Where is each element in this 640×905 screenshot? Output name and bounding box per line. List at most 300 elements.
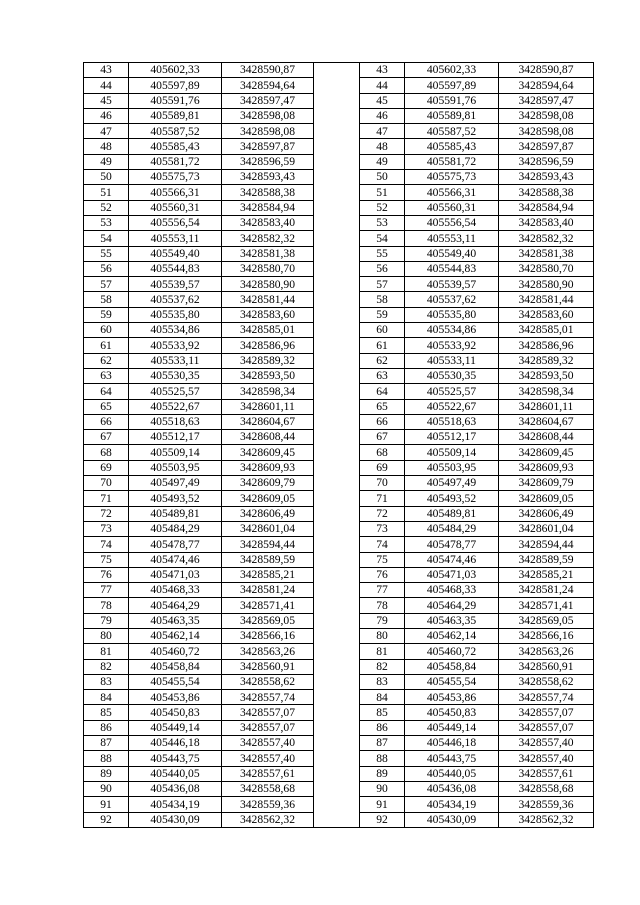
left-y-coordinate-cell: 3428569,05 [222,613,314,628]
right-y-coordinate-cell: 3428562,32 [499,812,594,827]
right-x-coordinate-cell: 405587,52 [405,124,499,139]
column-gap-cell [314,277,360,292]
left-x-coordinate-cell: 405503,95 [129,460,222,475]
column-gap-cell [314,414,360,429]
right-y-coordinate-cell: 3428609,05 [499,491,594,506]
column-gap-cell [314,751,360,766]
left-x-coordinate-cell: 405430,09 [129,812,222,827]
right-point-number-cell: 73 [360,521,405,536]
right-y-coordinate-cell: 3428563,26 [499,644,594,659]
left-x-coordinate-cell: 405512,17 [129,430,222,445]
left-y-coordinate-cell: 3428609,93 [222,460,314,475]
right-point-number-cell: 65 [360,399,405,414]
left-y-coordinate-cell: 3428598,08 [222,124,314,139]
left-y-coordinate-cell: 3428601,04 [222,521,314,536]
right-y-coordinate-cell: 3428601,04 [499,521,594,536]
column-gap-cell [314,598,360,613]
table-row [84,781,594,796]
right-y-coordinate-cell: 3428580,70 [499,261,594,276]
left-point-number-cell: 45 [84,93,129,108]
table-row [84,567,594,582]
right-point-number-cell: 44 [360,78,405,93]
right-y-coordinate-cell: 3428597,87 [499,139,594,154]
right-y-coordinate-cell: 3428594,44 [499,537,594,552]
table-row [84,598,594,613]
right-point-number-cell: 47 [360,124,405,139]
table-row [84,460,594,475]
left-point-number-cell: 85 [84,705,129,720]
left-point-number-cell: 49 [84,154,129,169]
column-gap-cell [314,552,360,567]
column-gap-cell [314,63,360,78]
right-point-number-cell: 66 [360,414,405,429]
left-y-coordinate-cell: 3428562,32 [222,812,314,827]
right-y-coordinate-cell: 3428598,08 [499,108,594,123]
right-x-coordinate-cell: 405509,14 [405,445,499,460]
right-x-coordinate-cell: 405493,52 [405,491,499,506]
table-row [84,659,594,674]
left-y-coordinate-cell: 3428563,26 [222,644,314,659]
column-gap-cell [314,445,360,460]
left-x-coordinate-cell: 405585,43 [129,139,222,154]
table-row [84,491,594,506]
table-row [84,674,594,689]
right-x-coordinate-cell: 405468,33 [405,583,499,598]
right-x-coordinate-cell: 405549,40 [405,246,499,261]
table-row [84,705,594,720]
right-point-number-cell: 58 [360,292,405,307]
right-y-coordinate-cell: 3428581,44 [499,292,594,307]
right-point-number-cell: 57 [360,277,405,292]
left-y-coordinate-cell: 3428557,07 [222,720,314,735]
right-point-number-cell: 53 [360,215,405,230]
left-point-number-cell: 91 [84,797,129,812]
right-x-coordinate-cell: 405434,19 [405,797,499,812]
left-x-coordinate-cell: 405518,63 [129,414,222,429]
right-x-coordinate-cell: 405460,72 [405,644,499,659]
table-row [84,537,594,552]
right-x-coordinate-cell: 405458,84 [405,659,499,674]
column-gap-cell [314,78,360,93]
right-y-coordinate-cell: 3428596,59 [499,154,594,169]
right-point-number-cell: 62 [360,353,405,368]
column-gap-cell [314,185,360,200]
right-y-coordinate-cell: 3428559,36 [499,797,594,812]
left-y-coordinate-cell: 3428580,90 [222,277,314,292]
table-row [84,583,594,598]
right-x-coordinate-cell: 405455,54 [405,674,499,689]
right-y-coordinate-cell: 3428558,62 [499,674,594,689]
left-point-number-cell: 64 [84,384,129,399]
right-y-coordinate-cell: 3428609,93 [499,460,594,475]
column-gap-cell [314,353,360,368]
column-gap-cell [314,659,360,674]
left-point-number-cell: 84 [84,690,129,705]
table-row [84,200,594,215]
table-row [84,766,594,781]
left-y-coordinate-cell: 3428594,44 [222,537,314,552]
right-x-coordinate-cell: 405533,11 [405,353,499,368]
right-y-coordinate-cell: 3428593,50 [499,368,594,383]
right-y-coordinate-cell: 3428589,59 [499,552,594,567]
column-gap-cell [314,215,360,230]
left-point-number-cell: 67 [84,430,129,445]
right-x-coordinate-cell: 405589,81 [405,108,499,123]
left-point-number-cell: 90 [84,781,129,796]
table-row [84,384,594,399]
left-x-coordinate-cell: 405464,29 [129,598,222,613]
table-row [84,797,594,812]
right-point-number-cell: 83 [360,674,405,689]
left-point-number-cell: 79 [84,613,129,628]
left-y-coordinate-cell: 3428581,24 [222,583,314,598]
left-point-number-cell: 69 [84,460,129,475]
table-row [84,812,594,827]
table-row [84,78,594,93]
right-y-coordinate-cell: 3428609,45 [499,445,594,460]
left-y-coordinate-cell: 3428589,59 [222,552,314,567]
right-point-number-cell: 71 [360,491,405,506]
left-x-coordinate-cell: 405463,35 [129,613,222,628]
left-x-coordinate-cell: 405539,57 [129,277,222,292]
column-gap-cell [314,170,360,185]
column-gap-cell [314,460,360,475]
right-x-coordinate-cell: 405597,89 [405,78,499,93]
left-y-coordinate-cell: 3428581,38 [222,246,314,261]
left-x-coordinate-cell: 405474,46 [129,552,222,567]
right-x-coordinate-cell: 405489,81 [405,506,499,521]
left-y-coordinate-cell: 3428557,74 [222,690,314,705]
right-y-coordinate-cell: 3428590,87 [499,63,594,78]
column-gap-cell [314,476,360,491]
table-row [84,93,594,108]
right-point-number-cell: 88 [360,751,405,766]
right-x-coordinate-cell: 405518,63 [405,414,499,429]
left-y-coordinate-cell: 3428557,61 [222,766,314,781]
left-y-coordinate-cell: 3428560,91 [222,659,314,674]
table-row [84,231,594,246]
right-point-number-cell: 55 [360,246,405,261]
left-point-number-cell: 82 [84,659,129,674]
table-row [84,261,594,276]
right-y-coordinate-cell: 3428606,49 [499,506,594,521]
table-row [84,506,594,521]
right-x-coordinate-cell: 405443,75 [405,751,499,766]
left-x-coordinate-cell: 405535,80 [129,307,222,322]
left-x-coordinate-cell: 405560,31 [129,200,222,215]
left-y-coordinate-cell: 3428589,32 [222,353,314,368]
table-row [84,246,594,261]
table-row [84,215,594,230]
left-y-coordinate-cell: 3428590,87 [222,63,314,78]
left-x-coordinate-cell: 405436,08 [129,781,222,796]
left-y-coordinate-cell: 3428593,50 [222,368,314,383]
left-y-coordinate-cell: 3428586,96 [222,338,314,353]
right-x-coordinate-cell: 405512,17 [405,430,499,445]
right-y-coordinate-cell: 3428560,91 [499,659,594,674]
column-gap-cell [314,736,360,751]
left-y-coordinate-cell: 3428583,40 [222,215,314,230]
right-x-coordinate-cell: 405534,86 [405,323,499,338]
right-x-coordinate-cell: 405463,35 [405,613,499,628]
right-x-coordinate-cell: 405575,73 [405,170,499,185]
column-gap-cell [314,430,360,445]
right-point-number-cell: 81 [360,644,405,659]
right-y-coordinate-cell: 3428581,24 [499,583,594,598]
column-gap-cell [314,108,360,123]
left-x-coordinate-cell: 405533,11 [129,353,222,368]
left-point-number-cell: 73 [84,521,129,536]
left-x-coordinate-cell: 405449,14 [129,720,222,735]
left-point-number-cell: 77 [84,583,129,598]
right-point-number-cell: 59 [360,307,405,322]
column-gap-cell [314,674,360,689]
column-gap-cell [314,246,360,261]
right-x-coordinate-cell: 405436,08 [405,781,499,796]
left-y-coordinate-cell: 3428557,40 [222,751,314,766]
right-x-coordinate-cell: 405440,05 [405,766,499,781]
right-x-coordinate-cell: 405446,18 [405,736,499,751]
left-x-coordinate-cell: 405446,18 [129,736,222,751]
left-y-coordinate-cell: 3428559,36 [222,797,314,812]
left-point-number-cell: 57 [84,277,129,292]
right-y-coordinate-cell: 3428585,01 [499,323,594,338]
table-row [84,445,594,460]
column-gap-cell [314,628,360,643]
right-point-number-cell: 89 [360,766,405,781]
column-gap-cell [314,521,360,536]
table-row [84,552,594,567]
left-x-coordinate-cell: 405443,75 [129,751,222,766]
left-x-coordinate-cell: 405591,76 [129,93,222,108]
right-point-number-cell: 87 [360,736,405,751]
left-x-coordinate-cell: 405471,03 [129,567,222,582]
column-gap-cell [314,567,360,582]
column-gap-cell [314,292,360,307]
left-x-coordinate-cell: 405434,19 [129,797,222,812]
left-x-coordinate-cell: 405589,81 [129,108,222,123]
table-row [84,307,594,322]
left-y-coordinate-cell: 3428585,01 [222,323,314,338]
left-y-coordinate-cell: 3428606,49 [222,506,314,521]
left-x-coordinate-cell: 405484,29 [129,521,222,536]
right-y-coordinate-cell: 3428586,96 [499,338,594,353]
left-point-number-cell: 86 [84,720,129,735]
column-gap-cell [314,537,360,552]
left-x-coordinate-cell: 405544,83 [129,261,222,276]
right-point-number-cell: 90 [360,781,405,796]
right-point-number-cell: 69 [360,460,405,475]
table-row [84,690,594,705]
right-x-coordinate-cell: 405484,29 [405,521,499,536]
left-point-number-cell: 92 [84,812,129,827]
left-point-number-cell: 83 [84,674,129,689]
right-x-coordinate-cell: 405430,09 [405,812,499,827]
column-gap-cell [314,644,360,659]
column-gap-cell [314,613,360,628]
left-point-number-cell: 47 [84,124,129,139]
right-point-number-cell: 78 [360,598,405,613]
right-point-number-cell: 46 [360,108,405,123]
column-gap-cell [314,797,360,812]
left-point-number-cell: 65 [84,399,129,414]
right-point-number-cell: 50 [360,170,405,185]
left-y-coordinate-cell: 3428585,21 [222,567,314,582]
left-x-coordinate-cell: 405497,49 [129,476,222,491]
table-row [84,124,594,139]
right-point-number-cell: 51 [360,185,405,200]
left-point-number-cell: 72 [84,506,129,521]
column-gap-cell [314,506,360,521]
right-x-coordinate-cell: 405566,31 [405,185,499,200]
right-point-number-cell: 52 [360,200,405,215]
left-point-number-cell: 63 [84,368,129,383]
left-x-coordinate-cell: 405462,14 [129,628,222,643]
right-y-coordinate-cell: 3428569,05 [499,613,594,628]
column-gap-cell [314,200,360,215]
left-point-number-cell: 55 [84,246,129,261]
table-row [84,154,594,169]
right-point-number-cell: 67 [360,430,405,445]
left-y-coordinate-cell: 3428609,79 [222,476,314,491]
left-x-coordinate-cell: 405453,86 [129,690,222,705]
right-x-coordinate-cell: 405533,92 [405,338,499,353]
table-row [84,613,594,628]
left-y-coordinate-cell: 3428604,67 [222,414,314,429]
right-y-coordinate-cell: 3428557,07 [499,720,594,735]
column-gap-cell [314,690,360,705]
right-y-coordinate-cell: 3428557,07 [499,705,594,720]
right-y-coordinate-cell: 3428581,38 [499,246,594,261]
right-y-coordinate-cell: 3428601,11 [499,399,594,414]
column-gap-cell [314,231,360,246]
left-y-coordinate-cell: 3428566,16 [222,628,314,643]
left-point-number-cell: 87 [84,736,129,751]
right-point-number-cell: 70 [360,476,405,491]
right-y-coordinate-cell: 3428589,32 [499,353,594,368]
right-point-number-cell: 49 [360,154,405,169]
left-x-coordinate-cell: 405530,35 [129,368,222,383]
right-point-number-cell: 43 [360,63,405,78]
left-x-coordinate-cell: 405566,31 [129,185,222,200]
column-gap-cell [314,399,360,414]
left-x-coordinate-cell: 405553,11 [129,231,222,246]
left-y-coordinate-cell: 3428557,07 [222,705,314,720]
left-x-coordinate-cell: 405522,67 [129,399,222,414]
left-point-number-cell: 52 [84,200,129,215]
left-point-number-cell: 59 [84,307,129,322]
left-y-coordinate-cell: 3428593,43 [222,170,314,185]
right-x-coordinate-cell: 405471,03 [405,567,499,582]
right-y-coordinate-cell: 3428557,61 [499,766,594,781]
left-point-number-cell: 53 [84,215,129,230]
right-x-coordinate-cell: 405581,72 [405,154,499,169]
right-y-coordinate-cell: 3428571,41 [499,598,594,613]
right-point-number-cell: 68 [360,445,405,460]
left-x-coordinate-cell: 405556,54 [129,215,222,230]
left-x-coordinate-cell: 405450,83 [129,705,222,720]
left-y-coordinate-cell: 3428598,08 [222,108,314,123]
left-y-coordinate-cell: 3428571,41 [222,598,314,613]
column-gap-cell [314,368,360,383]
left-point-number-cell: 54 [84,231,129,246]
column-gap-cell [314,491,360,506]
left-x-coordinate-cell: 405440,05 [129,766,222,781]
right-y-coordinate-cell: 3428566,16 [499,628,594,643]
right-x-coordinate-cell: 405478,77 [405,537,499,552]
right-point-number-cell: 56 [360,261,405,276]
column-gap-cell [314,124,360,139]
right-y-coordinate-cell: 3428608,44 [499,430,594,445]
right-y-coordinate-cell: 3428584,94 [499,200,594,215]
right-y-coordinate-cell: 3428558,68 [499,781,594,796]
left-point-number-cell: 56 [84,261,129,276]
left-x-coordinate-cell: 405587,52 [129,124,222,139]
right-y-coordinate-cell: 3428580,90 [499,277,594,292]
right-y-coordinate-cell: 3428557,74 [499,690,594,705]
left-x-coordinate-cell: 405489,81 [129,506,222,521]
right-x-coordinate-cell: 405537,62 [405,292,499,307]
column-gap-cell [314,583,360,598]
left-x-coordinate-cell: 405458,84 [129,659,222,674]
table-row [84,170,594,185]
table-row [84,736,594,751]
table-row [84,292,594,307]
right-x-coordinate-cell: 405450,83 [405,705,499,720]
left-point-number-cell: 58 [84,292,129,307]
table-row [84,521,594,536]
left-point-number-cell: 75 [84,552,129,567]
right-x-coordinate-cell: 405503,95 [405,460,499,475]
left-x-coordinate-cell: 405597,89 [129,78,222,93]
left-point-number-cell: 44 [84,78,129,93]
left-y-coordinate-cell: 3428608,44 [222,430,314,445]
right-point-number-cell: 84 [360,690,405,705]
left-point-number-cell: 74 [84,537,129,552]
table-row [84,751,594,766]
table-row [84,353,594,368]
left-y-coordinate-cell: 3428557,40 [222,736,314,751]
left-y-coordinate-cell: 3428597,87 [222,139,314,154]
left-point-number-cell: 46 [84,108,129,123]
left-y-coordinate-cell: 3428584,94 [222,200,314,215]
table-row [84,108,594,123]
right-point-number-cell: 82 [360,659,405,674]
left-point-number-cell: 68 [84,445,129,460]
left-x-coordinate-cell: 405509,14 [129,445,222,460]
table-row [84,399,594,414]
right-x-coordinate-cell: 405585,43 [405,139,499,154]
left-y-coordinate-cell: 3428609,45 [222,445,314,460]
left-x-coordinate-cell: 405602,33 [129,63,222,78]
left-x-coordinate-cell: 405455,54 [129,674,222,689]
left-point-number-cell: 71 [84,491,129,506]
column-gap-cell [314,338,360,353]
column-gap-cell [314,812,360,827]
column-gap-cell [314,766,360,781]
right-x-coordinate-cell: 405560,31 [405,200,499,215]
table-row [84,277,594,292]
left-x-coordinate-cell: 405537,62 [129,292,222,307]
right-y-coordinate-cell: 3428582,32 [499,231,594,246]
left-y-coordinate-cell: 3428597,47 [222,93,314,108]
table-row [84,63,594,78]
table-row [84,628,594,643]
column-gap-cell [314,323,360,338]
right-point-number-cell: 92 [360,812,405,827]
right-y-coordinate-cell: 3428604,67 [499,414,594,429]
right-x-coordinate-cell: 405535,80 [405,307,499,322]
